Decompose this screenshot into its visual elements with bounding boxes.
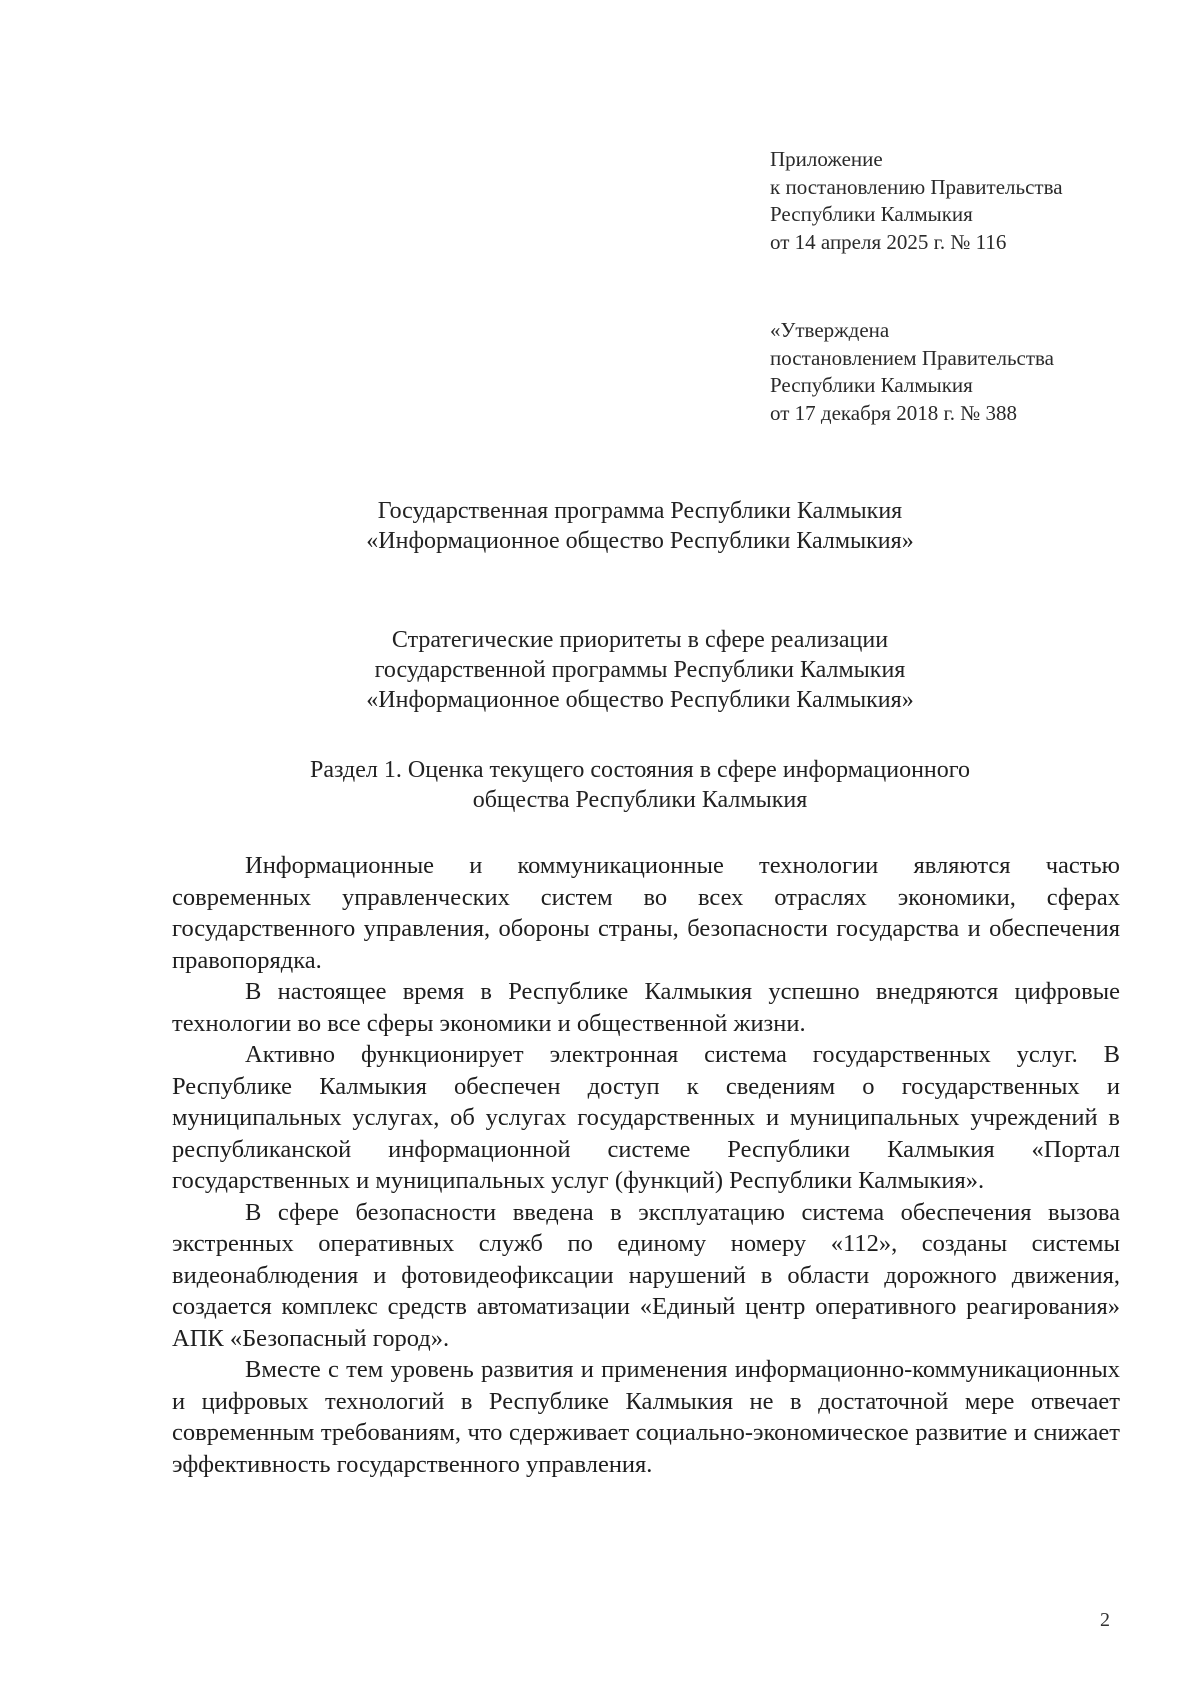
approval-block — [770, 317, 1170, 427]
appendix-block — [770, 146, 1170, 256]
appendix-line: Республики Калмыкия — [770, 202, 973, 226]
section-title-line: общества Республики Калмыкия — [472, 787, 808, 813]
approval-line: Республики Калмыкия — [770, 373, 973, 397]
priorities-title-line: Стратегические приоритеты в сфере реализации — [391, 627, 889, 653]
body-text — [172, 850, 1120, 1480]
appendix-line: Приложение — [770, 147, 883, 171]
paragraph: Вместе с тем уровень развития и применения информационно-коммуникационных и цифровых технологий в Республике Калмыкия не в достаточной мере отвечает современным требованиям, что сдерживает социально-экономическое развитие и снижает эффективность государственного управления. — [172, 1356, 1120, 1478]
program-title-line: «Информационное общество Республики Калмыкия» — [366, 528, 914, 554]
paragraph: Активно функционирует электронная система государственных услуг. В Республике Калмыкия обеспечен доступ к сведениям о государственных и муниципальных услугах, об услугах государственных и муниципальных учреждений в республиканской информационной системе Республики Калмыкия «Портал государственных и муниципальных услуг (функций) Республики Калмыкия». — [172, 1041, 1120, 1194]
paragraph: В настоящее время в Республике Калмыкия успешно внедряются цифровые технологии во все сферы экономики и общественной жизни. — [172, 978, 1120, 1037]
paragraph: Информационные и коммуникационные технологии являются частью современных управленческих систем во всех отраслях экономики, сферах государственного управления, обороны страны, безопасности государства и обеспечения правопорядка. — [172, 852, 1120, 974]
approval-line: «Утверждена — [770, 318, 890, 342]
paragraph: В сфере безопасности введена в эксплуатацию система обеспечения вызова экстренных оперативных служб по единому номеру «112», созданы системы видеонаблюдения и фотовидеофиксации нарушений в области дорожного движения, создается комплекс средств автоматизации «Единый центр оперативного реагирования» АПК «Безопасный город». — [172, 1198, 1120, 1352]
appendix-line: к постановлению Правительства — [770, 174, 1063, 199]
section-title — [160, 755, 1120, 815]
priorities-title-line: государственной программы Республики Калмыкия — [374, 657, 906, 683]
appendix-line: от 14 апреля 2025 г. № 116 — [770, 229, 1007, 254]
program-title — [160, 496, 1120, 556]
program-title-line: Государственная программа Республики Калмыкия — [377, 498, 903, 524]
approval-line: постановлением Правительства — [770, 345, 1055, 370]
priorities-title-line: «Информационное общество Республики Калмыкия» — [366, 687, 914, 713]
section-title-line: Раздел 1. Оценка текущего состояния в сфере информационного — [309, 757, 971, 783]
page-number: 2 — [1100, 1609, 1110, 1631]
priorities-title — [160, 625, 1120, 715]
approval-line: от 17 декабря 2018 г. № 388 — [770, 400, 1017, 425]
